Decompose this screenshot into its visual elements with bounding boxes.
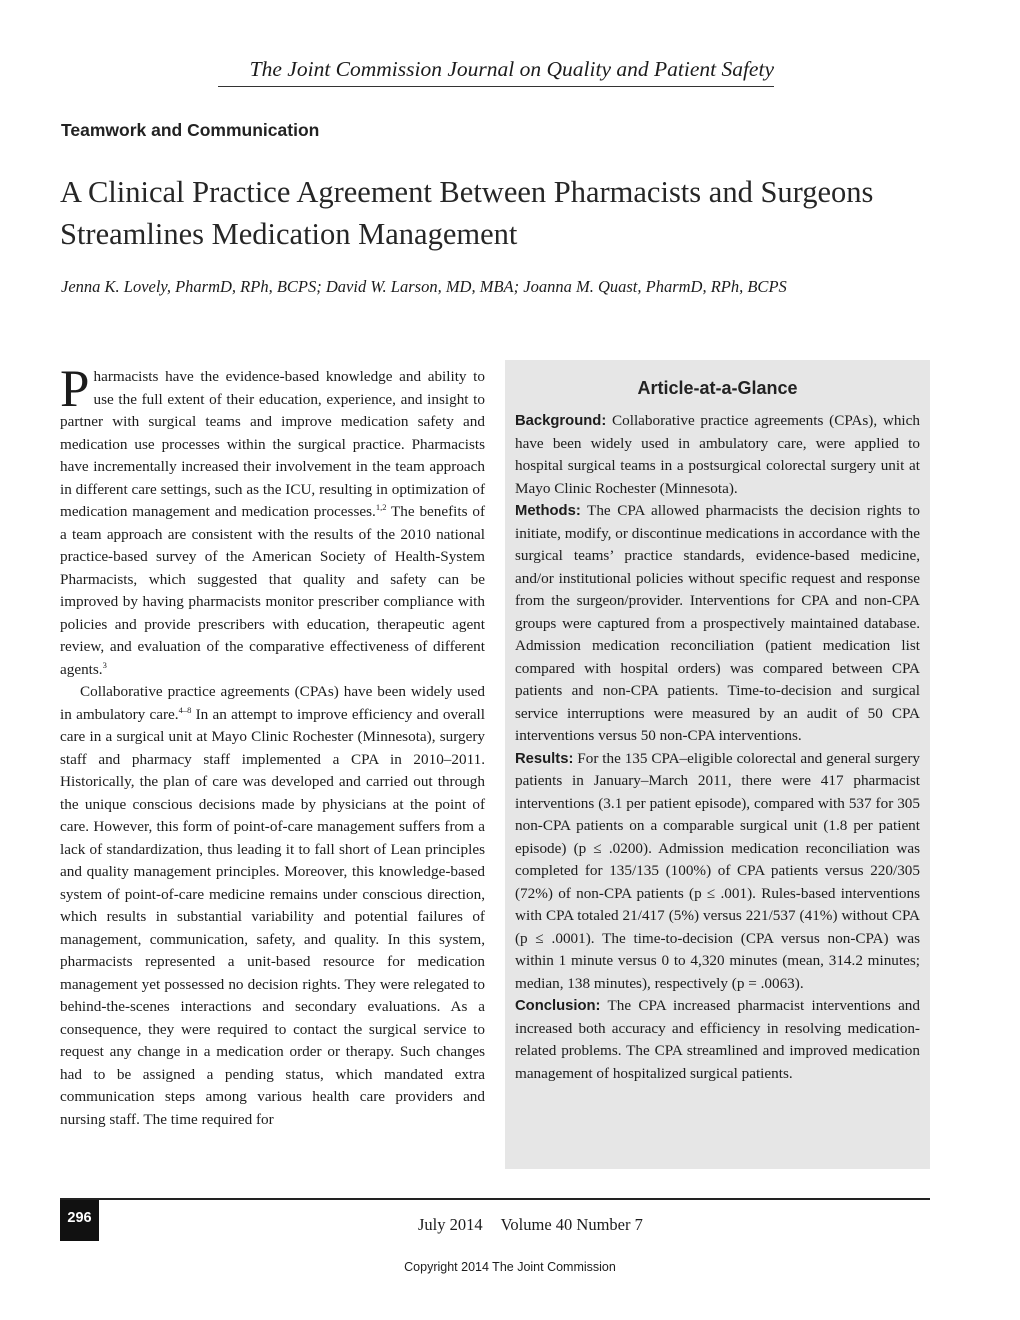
article-title — [60, 171, 960, 255]
journal-title: The Joint Commission Journal on Quality and Patient Safety — [249, 57, 774, 81]
header-rule — [218, 86, 774, 87]
article-at-a-glance-box — [505, 360, 930, 1169]
glance-conclusion — [515, 995, 920, 1085]
results-label: Results: — [515, 750, 574, 767]
glance-methods — [515, 500, 920, 748]
footer-rule — [60, 1198, 930, 1200]
body-paragraph-1-text-b: The benefits of a team approach are consistent with the results of the 2010 national practice-based survey of the American Society of Health-System Pharmacists, which suggested that quality and safety can be improved by having pharmacists monitor prescriber compliance with policies and provide prescribers with education, therapeutic agent review, and evaluation of the comparative effectiveness of different agents. — [60, 503, 486, 678]
citation-ref: 3 — [102, 659, 107, 670]
body-paragraph-2-text-b: In an attempt to improve efficiency and overall care in a surgical unit at Mayo Clinic Rochester (Minnesota), surgery staff and pharmacy staff implemented a CPA in 2010–2011. Historically, the plan of care was developed and carried out through the unique conscious decisions made by physicians at the point of care. However, this form of point-of-care management suffers from a lack of standardization, thus leading it to fall short of Lean principles and quality management principles. Moreover, this knowledge-based system of point-of-care medicine remains under conscious direction, which results in substantial variability and potential failures of management, communication, safety, and quality. In this system, pharmacists represented a unit-based resource for medication management yet possessed no decision rights. They were relegated to behind-the-scenes interactions and secondary evaluations. As a consequence, they were required to contact the surgical service to request any change in a medication order or therapy. Such changes had to be assigned a pending status, which mandated extra communication steps among various health care providers and nursing staff. The time required for — [60, 705, 485, 1128]
glance-results — [515, 748, 920, 996]
article-title-line-1: A Clinical Practice Agreement Between Pharmacists and Surgeons — [60, 175, 874, 209]
copyright-notice: Copyright 2014 The Joint Commission — [404, 1260, 616, 1274]
body-paragraph-1-text-a: harmacists have the evidence-based knowledge and ability to use the full extent of their education, experience, and insight to partner with surgical teams and improve medication safety and medication use processes within the surgical practice. Pharmacists have incrementally increased their involvement in the team approach in different care settings, such as the ICU, resulting in optimization of medication management and medication processes. — [60, 368, 485, 520]
body-column — [60, 360, 486, 1131]
body-paragraph-1 — [60, 360, 486, 681]
issue-volume: Volume 40 Number 7 — [500, 1215, 643, 1234]
conclusion-text: The CPA increased pharmacist interventions and increased both accuracy and efficiency in resolving medication-related problems. The CPA streamlined and improved medication management of hospitalized surgical patients. — [515, 997, 920, 1082]
glance-title: Article-at-a-Glance — [637, 378, 798, 398]
results-text: For the 135 CPA–eligible colorectal and general surgery patients in January–March 2011, there were 417 pharmacist interventions (3.1 per patient episode), compared with 537 for 305 non-CPA patients on a comparable surgical unit (1.8 per patient episode) (p ≤ .0200). Admission medication reconciliation was completed for 135/135 (100%) of CPA patients versus 220/305 (72%) of non-CPA patients (p ≤ .001). Rules-based interventions with CPA totaled 21/417 (5%) versus 221/537 (41%) without CPA (p ≤ .0001). The time-to-decision (CPA versus non-CPA) was within 1 minute versus 0 to 4,320 minutes (mean, 314.2 minutes; median, 138 minutes), respectively (p = .0063). — [515, 749, 920, 992]
article-authors: Jenna K. Lovely, PharmD, RPh, BCPS; David W. Larson, MD, MBA; Joanna M. Quast, PharmD, RPh, BCPS — [61, 277, 787, 296]
glance-background — [515, 410, 920, 500]
citation-ref: 1,2 — [375, 502, 387, 512]
methods-text: The CPA allowed pharmacists the decision rights to initiate, modify, or discontinue medications in accordance with the surgical teams’ practice standards, evidence-based medicine, and/or institutional policies without specific request and response from the surgeon/provider. Interventions for CPA and non-CPA groups were captured from a prospectively maintained database. Admission medication reconciliation (patient medication list compared with hospital orders) was compared between CPA patients and non-CPA patients. Time-to-decision and surgical service interruptions were measured by an audit of 50 CPA interventions versus 50 non-CPA interventions. — [515, 502, 920, 744]
section-label: Teamwork and Communication — [61, 120, 320, 140]
drop-cap: P — [60, 360, 90, 418]
article-title-line-2: Streamlines Medication Management — [60, 217, 518, 251]
body-paragraph-2 — [60, 681, 485, 1131]
background-label: Background: — [515, 413, 607, 429]
issue-info — [418, 1215, 643, 1235]
body-paragraph-2-text-a: Collaborative practice agreements (CPAs) have been widely used in ambulatory care. — [60, 683, 485, 723]
background-text: Collaborative practice agreements (CPAs), which have been widely used in ambulatory care, were applied to hospital surgical teams in a postsurgical colorectal surgery unit at Mayo Clinic Rochester (Minnesota). — [515, 412, 920, 497]
issue-date: July 2014 — [418, 1215, 483, 1234]
citation-ref: 4–8 — [178, 704, 192, 715]
methods-label: Methods: — [515, 503, 581, 519]
conclusion-label: Conclusion: — [515, 998, 601, 1014]
page-number: 296 — [60, 1200, 99, 1241]
